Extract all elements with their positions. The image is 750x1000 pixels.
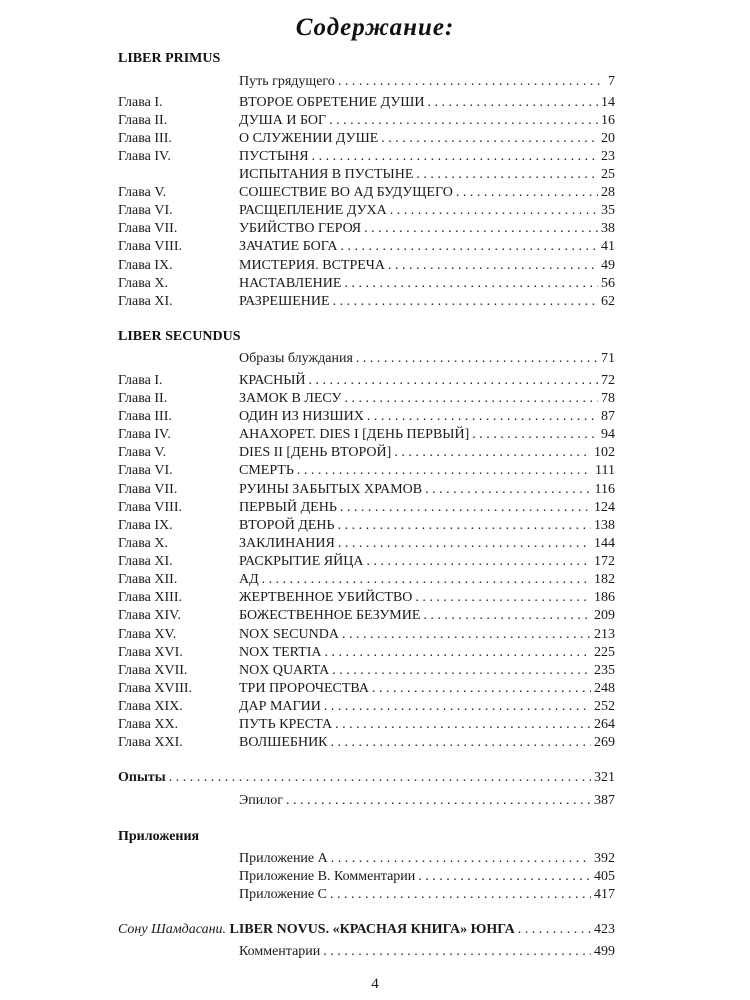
toc-entry-shamdasani[interactable]	[0, 921, 750, 939]
toc-entry[interactable]	[0, 644, 750, 662]
page-ref: 111	[595, 463, 615, 478]
dot-leader	[338, 517, 591, 535]
dot-leader	[338, 535, 591, 553]
toc-entry[interactable]	[0, 499, 750, 517]
page-ref: 182	[594, 572, 615, 587]
chapter-label: Глава XX.	[118, 717, 179, 732]
page-ref: 20	[601, 131, 615, 146]
page-ref: 405	[594, 869, 615, 884]
dot-leader	[169, 769, 591, 787]
dot-leader	[364, 220, 598, 238]
toc-entry[interactable]	[0, 517, 750, 535]
toc-entry-opyty[interactable]	[0, 769, 750, 787]
page-ref: 252	[594, 699, 615, 714]
toc-entry[interactable]	[0, 293, 750, 311]
entry-title: ВТОРОЙ ДЕНЬ	[239, 518, 335, 533]
toc-entry[interactable]	[0, 716, 750, 734]
entry-title: ИСПЫТАНИЯ В ПУСТЫНЕ	[239, 167, 414, 182]
page-ref: 321	[594, 770, 615, 785]
toc-entry[interactable]	[0, 426, 750, 444]
chapter-label: Глава I.	[118, 95, 163, 110]
entry-title: СМЕРТЬ	[239, 463, 294, 478]
entry-title: ДАР МАГИИ	[239, 699, 321, 714]
dot-leader	[331, 734, 591, 752]
entry-title: Комментарии	[239, 944, 321, 959]
chapter-label: Глава X.	[118, 276, 168, 291]
toc-entry[interactable]	[0, 680, 750, 698]
entry-title: ПУСТЫНЯ	[239, 149, 309, 164]
page-ref: 124	[594, 500, 615, 515]
toc-entry-epilog[interactable]	[0, 792, 750, 810]
toc-entry[interactable]	[0, 372, 750, 390]
toc-entry[interactable]	[0, 275, 750, 293]
entry-title: ПУТЬ КРЕСТА	[239, 717, 333, 732]
dot-leader	[333, 293, 598, 311]
page-ref: 172	[594, 554, 615, 569]
toc-entry[interactable]	[0, 607, 750, 625]
dot-leader	[340, 238, 598, 256]
entry-title: КРАСНЫЙ	[239, 373, 306, 388]
dot-leader	[415, 589, 591, 607]
entry-title: ДУША И БОГ	[239, 113, 327, 128]
page-ref: 102	[594, 445, 615, 460]
toc-entry[interactable]	[0, 130, 750, 148]
page-ref: 35	[601, 203, 615, 218]
chapter-label: Глава I.	[118, 373, 163, 388]
entry-title: СОШЕСТВИЕ ВО АД БУДУЩЕГО	[239, 185, 453, 200]
entry-title: ЗАЧАТИЕ БОГА	[239, 239, 338, 254]
entry-title: О СЛУЖЕНИИ ДУШЕ	[239, 131, 379, 146]
page-number: 4	[371, 976, 379, 992]
toc-entry[interactable]	[0, 408, 750, 426]
entry-title: DIES II [ДЕНЬ ВТОРОЙ]	[239, 445, 392, 460]
entry-title: РАСЩЕПЛЕНИЕ ДУХА	[239, 203, 387, 218]
page-ref: 209	[594, 608, 615, 623]
dot-leader	[394, 444, 591, 462]
toc-entry[interactable]	[0, 202, 750, 220]
page-ref: 213	[594, 627, 615, 642]
page-ref: 25	[601, 167, 615, 182]
toc-entry[interactable]	[0, 390, 750, 408]
entry-title: NOX TERTIA	[239, 645, 322, 660]
chapter-label: Глава VI.	[118, 203, 173, 218]
entry-title: РАЗРЕШЕНИЕ	[239, 294, 330, 309]
entry-title: ЖЕРТВЕННОЕ УБИЙСТВО	[239, 590, 413, 605]
chapter-label: Глава XV.	[118, 627, 177, 642]
page-ref: 417	[594, 887, 615, 902]
entry-title: Приложение B. Комментарии	[239, 869, 416, 884]
chapter-label: Глава V.	[118, 185, 167, 200]
entry-title: Приложение A	[239, 851, 328, 866]
dot-leader	[262, 571, 591, 589]
dot-leader	[418, 868, 591, 886]
entry-title: Путь грядущего	[239, 74, 335, 89]
dot-leader	[356, 350, 598, 368]
entry-title: УБИЙСТВО ГЕРОЯ	[239, 221, 362, 236]
chapter-label: Глава XIX.	[118, 699, 183, 714]
page-ref: 94	[601, 427, 615, 442]
page-ref: 7	[608, 74, 615, 89]
toc-entry[interactable]	[0, 553, 750, 571]
entry-title: Опыты	[118, 770, 166, 785]
page-ref: 38	[601, 221, 615, 236]
page-title: Содержание:	[295, 14, 455, 41]
dot-leader	[323, 943, 591, 961]
chapter-label: Глава XVII.	[118, 663, 188, 678]
chapter-label: Глава XXI.	[118, 735, 183, 750]
chapter-label: Глава XVIII.	[118, 681, 193, 696]
toc-entry[interactable]	[0, 662, 750, 680]
toc-entry[interactable]	[0, 734, 750, 752]
chapter-label: Глава X.	[118, 536, 168, 551]
chapter-label: Глава III.	[118, 409, 172, 424]
section-heading-liber-secundus: LIBER SECUNDUS	[118, 329, 241, 344]
dot-leader	[330, 886, 591, 904]
chapter-label: Глава IV.	[118, 149, 171, 164]
chapter-label: Глава XVI.	[118, 645, 183, 660]
chapter-label: Глава III.	[118, 131, 172, 146]
chapter-label: Глава VI.	[118, 463, 173, 478]
entry-title: РУИНЫ ЗАБЫТЫХ ХРАМОВ	[239, 482, 423, 497]
page-ref: 14	[601, 95, 615, 110]
page-ref: 16	[601, 113, 615, 128]
dot-leader	[312, 148, 598, 166]
dot-leader	[309, 372, 598, 390]
page-ref: 28	[601, 185, 615, 200]
dot-leader	[372, 680, 591, 698]
toc-entry[interactable]	[0, 94, 750, 112]
chapter-label: Глава VII.	[118, 482, 178, 497]
chapter-label: Глава XI.	[118, 294, 173, 309]
chapter-label: Глава V.	[118, 445, 167, 460]
toc-entry[interactable]	[0, 850, 750, 868]
toc-entry[interactable]	[0, 571, 750, 589]
entry-title: ОДИН ИЗ НИЗШИХ	[239, 409, 364, 424]
page-ref: 41	[601, 239, 615, 254]
page-ref: 49	[601, 258, 615, 273]
toc-entry[interactable]	[0, 444, 750, 462]
dot-leader	[390, 202, 598, 220]
page-ref: 423	[594, 922, 615, 937]
page-ref: 225	[594, 645, 615, 660]
dot-leader	[325, 644, 591, 662]
dot-leader	[416, 166, 598, 184]
dot-leader	[427, 94, 598, 112]
section-heading-appendices: Приложения	[118, 829, 200, 844]
toc-entry[interactable]	[0, 184, 750, 202]
toc-entry[interactable]	[0, 589, 750, 607]
toc-entry[interactable]	[0, 868, 750, 886]
chapter-label: Глава XIV.	[118, 608, 181, 623]
page-ref: 56	[601, 276, 615, 291]
page-ref: 392	[594, 851, 615, 866]
toc-entry[interactable]	[0, 112, 750, 130]
toc-entry[interactable]	[0, 257, 750, 275]
entry-title: NOX SECUNDA	[239, 627, 339, 642]
dot-leader	[342, 626, 591, 644]
dot-leader	[286, 792, 591, 810]
dot-leader	[329, 112, 598, 130]
entry-title: NOX QUARTA	[239, 663, 330, 678]
section-heading-liber-primus: LIBER PRIMUS	[118, 51, 221, 66]
page-ref: 72	[601, 373, 615, 388]
page-ref: 144	[594, 536, 615, 551]
dot-leader	[518, 921, 591, 939]
toc-entry[interactable]	[0, 626, 750, 644]
page-ref: 78	[601, 391, 615, 406]
chapter-label: Глава IX.	[118, 518, 173, 533]
entry-title: ВОЛШЕБНИК	[239, 735, 328, 750]
page-ref: 87	[601, 409, 615, 424]
page-ref: 264	[594, 717, 615, 732]
toc-entry[interactable]	[0, 535, 750, 553]
dot-leader	[297, 462, 592, 480]
chapter-label: Глава II.	[118, 391, 168, 406]
entry-title: Эпилог	[239, 793, 283, 808]
dot-leader	[366, 553, 591, 571]
entry-title: Образы блуждания	[239, 351, 353, 366]
chapter-label: Глава IV.	[118, 427, 171, 442]
toc-entry[interactable]	[0, 166, 750, 184]
page-ref: 71	[601, 351, 615, 366]
dot-leader	[456, 184, 598, 202]
toc-entry[interactable]	[0, 238, 750, 256]
page-ref: 138	[594, 518, 615, 533]
entry-title: ТРИ ПРОРОЧЕСТВА	[239, 681, 369, 696]
dot-leader	[344, 275, 598, 293]
dot-leader	[324, 698, 591, 716]
page-ref: 248	[594, 681, 615, 696]
entry-title: Приложение C	[239, 887, 327, 902]
page-ref: 235	[594, 663, 615, 678]
entry-title: ЗАМОК В ЛЕСУ	[239, 391, 342, 406]
dot-leader	[344, 390, 598, 408]
chapter-label: Глава VIII.	[118, 500, 182, 515]
chapter-label: Глава VII.	[118, 221, 178, 236]
chapter-label: Глава IX.	[118, 258, 173, 273]
entry-title: АД	[239, 572, 259, 587]
entry-title: РАСКРЫТИЕ ЯЙЦА	[239, 554, 364, 569]
dot-leader	[388, 257, 598, 275]
dot-leader	[425, 481, 591, 499]
entry-title: АНАХОРЕТ. DIES I [ДЕНЬ ПЕРВЫЙ]	[239, 427, 470, 442]
dot-leader	[367, 408, 598, 426]
chapter-label: Глава XII.	[118, 572, 178, 587]
page-ref: 116	[594, 482, 615, 497]
page-ref: 499	[594, 944, 615, 959]
entry-title: LIBER NOVUS. «КРАСНАЯ КНИГА» ЮНГА	[229, 922, 515, 937]
chapter-label: Глава XIII.	[118, 590, 182, 605]
dot-leader	[381, 130, 598, 148]
dot-leader	[423, 607, 591, 625]
page-ref: 269	[594, 735, 615, 750]
page-ref: 186	[594, 590, 615, 605]
entry-title: НАСТАВЛЕНИЕ	[239, 276, 342, 291]
toc-entry[interactable]	[0, 481, 750, 499]
toc-entry[interactable]	[0, 462, 750, 480]
author-name: Сону Шамдасани.	[118, 922, 227, 937]
toc-entry[interactable]	[0, 886, 750, 904]
page-ref: 23	[601, 149, 615, 164]
chapter-label: Глава II.	[118, 113, 168, 128]
dot-leader	[335, 716, 591, 734]
page-ref: 62	[601, 294, 615, 309]
toc-entry[interactable]	[0, 220, 750, 238]
entry-title: БОЖЕСТВЕННОЕ БЕЗУМИЕ	[239, 608, 421, 623]
toc-entry[interactable]	[0, 73, 750, 91]
entry-title: ВТОРОЕ ОБРЕТЕНИЕ ДУШИ	[239, 95, 425, 110]
entry-title: МИСТЕРИЯ. ВСТРЕЧА	[239, 258, 386, 273]
dot-leader	[340, 499, 591, 517]
dot-leader	[472, 426, 598, 444]
entry-title: ЗАКЛИНАНИЯ	[239, 536, 335, 551]
dot-leader	[331, 850, 591, 868]
toc-entry[interactable]	[0, 698, 750, 716]
page-ref: 387	[594, 793, 615, 808]
chapter-label: Глава XI.	[118, 554, 173, 569]
toc-entry[interactable]	[0, 350, 750, 368]
chapter-label: Глава VIII.	[118, 239, 182, 254]
toc-entry[interactable]	[0, 148, 750, 166]
dot-leader	[332, 662, 591, 680]
dot-leader	[338, 73, 605, 91]
toc-entry-comments[interactable]	[0, 943, 750, 961]
entry-title: ПЕРВЫЙ ДЕНЬ	[239, 500, 337, 515]
